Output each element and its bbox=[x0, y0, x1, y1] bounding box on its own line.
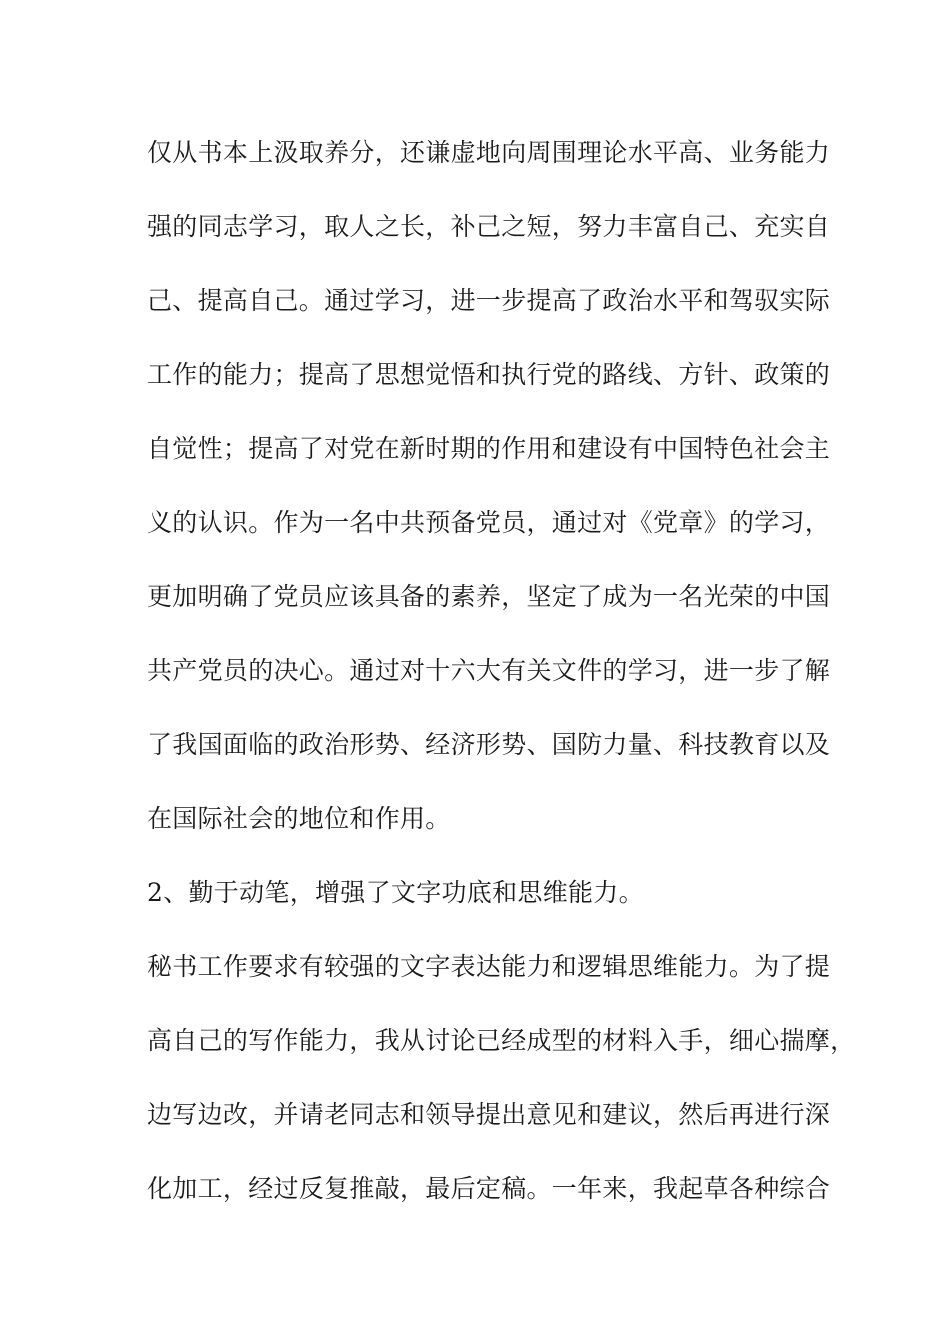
body-text-line: 秘书工作要求有较强的文字表达能力和逻辑思维能力。为了提 bbox=[147, 952, 831, 981]
body-text-line: 高自己的写作能力，我从讨论已经成型的材料入手，细心揣摩， bbox=[147, 1026, 856, 1055]
body-text-line: 工作的能力；提高了思想觉悟和执行党的路线、方针、政策的 bbox=[147, 360, 831, 389]
section-heading: 2、勤于动笔，增强了文字功底和思维能力。 bbox=[147, 878, 644, 907]
body-text-line: 边写边改，并请老同志和领导提出意见和建议，然后再进行深 bbox=[147, 1100, 831, 1129]
body-text-line: 自觉性；提高了对党在新时期的作用和建设有中国特色社会主 bbox=[147, 434, 831, 463]
body-text-line: 更加明确了党员应该具备的素养，坚定了成为一名光荣的中国 bbox=[147, 582, 831, 611]
body-text-line: 强的同志学习，取人之长，补己之短，努力丰富自己、充实自 bbox=[147, 212, 831, 241]
body-text-line: 了我国面临的政治形势、经济形势、国防力量、科技教育以及 bbox=[147, 730, 831, 759]
body-text-line: 化加工，经过反复推敲，最后定稿。一年来，我起草各种综合 bbox=[147, 1174, 831, 1203]
body-text-line: 共产党员的决心。通过对十六大有关文件的学习，进一步了解 bbox=[147, 656, 831, 685]
body-text-line: 义的认识。作为一名中共预备党员，通过对《党章》的学习， bbox=[147, 508, 831, 537]
body-text-line: 仅从书本上汲取养分，还谦虚地向周围理论水平高、业务能力 bbox=[147, 138, 831, 167]
body-text-line: 己、提高自己。通过学习，进一步提高了政治水平和驾驭实际 bbox=[147, 286, 831, 315]
body-text-line: 在国际社会的地位和作用。 bbox=[147, 804, 451, 833]
